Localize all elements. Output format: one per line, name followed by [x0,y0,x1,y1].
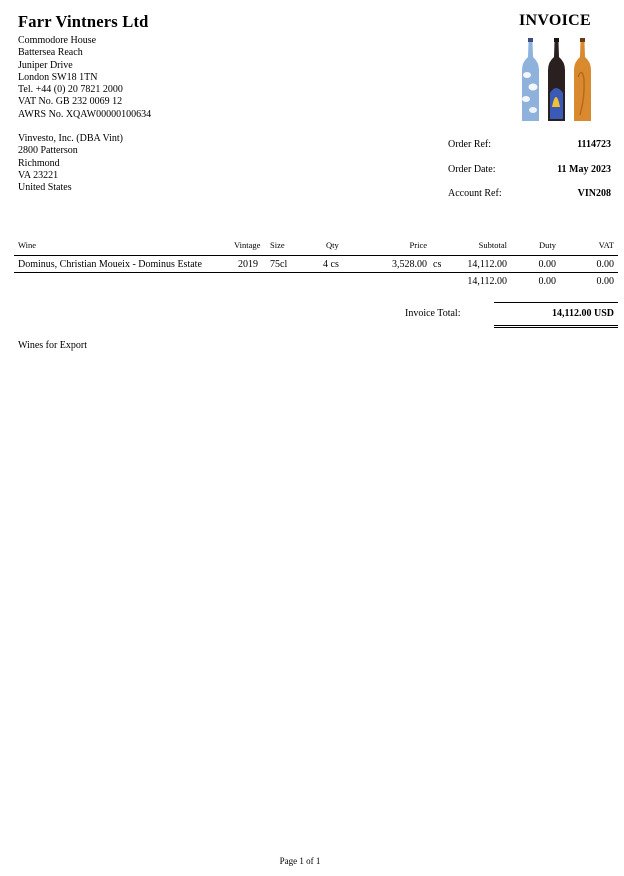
row-vat: 0.00 [596,259,614,270]
customer-address-line: VA 23221 [18,169,59,181]
supplier-awrs: AWRS No. XQAW00000100634 [18,108,152,120]
row-vintage: 2019 [238,259,258,270]
order-date-label: Order Date: [448,164,496,175]
total-subtotal: 14,112.00 [467,276,507,287]
order-ref-value: 1114723 [577,139,611,150]
header-qty: Qty [326,240,339,250]
row-price-unit: cs [433,259,442,270]
order-date-value: 11 May 2023 [557,164,611,175]
row-subtotal: 14,112.00 [467,259,507,270]
customer-address [18,133,123,194]
table-header-rule [14,255,618,256]
customer-address-line: Vinvesto, Inc. (DBA Vint) [18,133,123,144]
row-duty: 0.00 [538,259,556,270]
supplier-address-line: Battersea Reach [18,47,83,59]
page-number: Page 1 of 1 [279,856,321,866]
row-wine: Dominus, Christian Moueix - Dominus Estate [18,259,202,270]
supplier-address [18,35,151,121]
supplier-address-line: Commodore House [18,35,97,46]
account-ref-label: Account Ref: [448,188,502,199]
supplier-address-line: Juniper Drive [18,59,73,71]
customer-address-line: United States [18,182,72,194]
document-title: INVOICE [519,12,592,29]
invoice-total-top-rule [494,302,618,303]
header-wine: Wine [18,240,37,250]
supplier-address-line: London SW18 1TN [18,71,98,83]
supplier-vat: VAT No. GB 232 0069 12 [18,96,123,108]
account-ref-value: VIN208 [577,188,611,199]
header-duty: Duty [539,240,556,250]
total-duty: 0.00 [538,276,556,287]
header-price: Price [409,240,427,250]
customer-address-line: 2800 Patterson [18,145,78,157]
invoice-total-rule-2 [494,327,618,328]
export-note: Wines for Export [18,340,88,351]
invoice-total-label: Invoice Total: [405,308,461,319]
invoice-total-value: 14,112.00 USD [552,308,614,319]
company-name: Farr Vintners Ltd [18,12,149,31]
row-qty: 4 cs [323,259,339,270]
row-price: 3,528.00 [392,259,427,270]
total-vat: 0.00 [596,276,614,287]
supplier-tel: Tel. +44 (0) 20 7821 2000 [18,84,123,96]
row-size: 75cl [270,259,288,270]
invoice-total-rule-1 [494,325,618,326]
wine-bottles-logo [518,37,618,123]
header-subtotal: Subtotal [478,240,507,250]
order-ref-label: Order Ref: [448,139,492,150]
header-size: Size [270,240,285,250]
dark-bottle-icon [548,38,565,121]
header-vat: VAT [598,240,614,250]
table-row-rule [14,272,618,273]
header-vintage: Vintage [234,240,261,250]
customer-address-line: Richmond [18,157,60,169]
orange-bottle-icon [574,38,591,121]
blue-bottle-icon [522,38,539,121]
